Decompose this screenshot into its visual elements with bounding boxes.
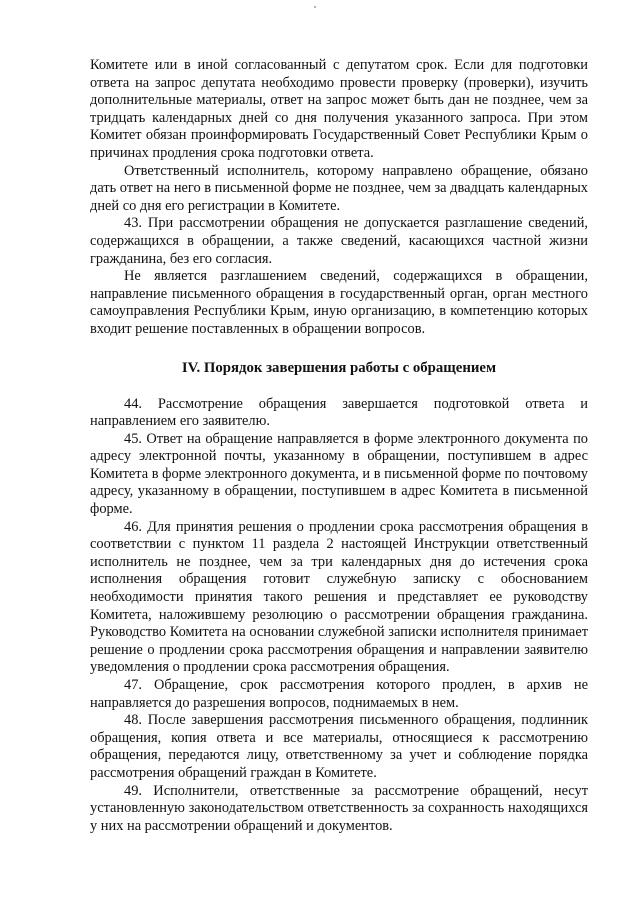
scan-speck — [314, 6, 316, 8]
section-heading: IV. Порядок завершения работы с обращением — [181, 359, 497, 376]
paragraph-49: 49. Исполнители, ответственные за рассмотрение обращений, несут установленную законодательством ответственность за сохранность находящихся у них на рассмотрении обращений и документов. — [90, 782, 588, 834]
paragraph-44: 44. Рассмотрение обращения завершается подготовкой ответа и направлением его заявителю. — [90, 395, 588, 430]
paragraph-48: 48. После завершения рассмотрения письменного обращения, подлинник обращения, копия ответа и все материалы, относящиеся к рассмотрению обращения, передаются лицу, ответственному за учет и соблюдение порядка рассмотрения обращений граждан в Комитете. — [90, 712, 588, 781]
paragraph-47: 47. Обращение, срок рассмотрения которого продлен, в архив не направляется до разрешения вопросов, поднимаемых в нем. — [90, 677, 588, 711]
paragraph-responsible-executor: Ответственный исполнитель, которому направлено обращение, обязано дать ответ на него в письменной форме не позднее, чем за двадцать календарных дней со дня его регистрации в Комитете. — [90, 162, 588, 214]
paragraph-43-disclosure: Не является разглашением сведений, содержащихся в обращении, направление письменного обращения в государственный орган, орган местного самоуправления Республики Крым, иную организацию, в компетенцию которых входит решение поставленных в обращении вопросов. — [90, 268, 588, 337]
paragraph-43: 43. При рассмотрении обращения не допускается разглашение сведений, содержащихся в обращении, а также сведений, касающихся частной жизни гражданина, без его согласия. — [90, 215, 588, 267]
paragraph-46: 46. Для принятия решения о продлении срока рассмотрения обращения в соответствии с пунктом 11 раздела 2 настоящей Инструкции ответственный исполнитель не позднее, чем за три календарных дня до истечения срока исполнения обращения готовит служебную записку с обоснованием необходимости принятия такого решения и представляет ее руководству Комитета, наложившему резолюцию о рассмотрении обращения гражданина. Руководство Комитета на основании служебной записки исполнителя принимает решение о продлении срока рассмотрения обращения и направлении заявителю уведомления о продлении срока рассмотрения обращения. — [90, 518, 588, 676]
paragraph-continued: Комитете или в иной согласованный с депутатом срок. Если для подготовки ответа на запрос депутата необходимо провести проверку (проверки), изучить дополнительные материалы, ответ на запрос может быть дан не позднее, чем за тридцать календарных дней со дня получения указанного запроса. При этом Комитет обязан проинформировать Государственный Совет Республики Крым о причинах продления срока подготовки ответа. — [90, 57, 588, 161]
paragraph-45: 45. Ответ на обращение направляется в форме электронного документа по адресу электронной почты, указанному в обращении, поступившем в адрес Комитета в форме электронного документа, и в письменной форме по почтовому адресу, указанному в обращении, поступившем в адрес Комитета в письменной форме. — [90, 430, 588, 518]
